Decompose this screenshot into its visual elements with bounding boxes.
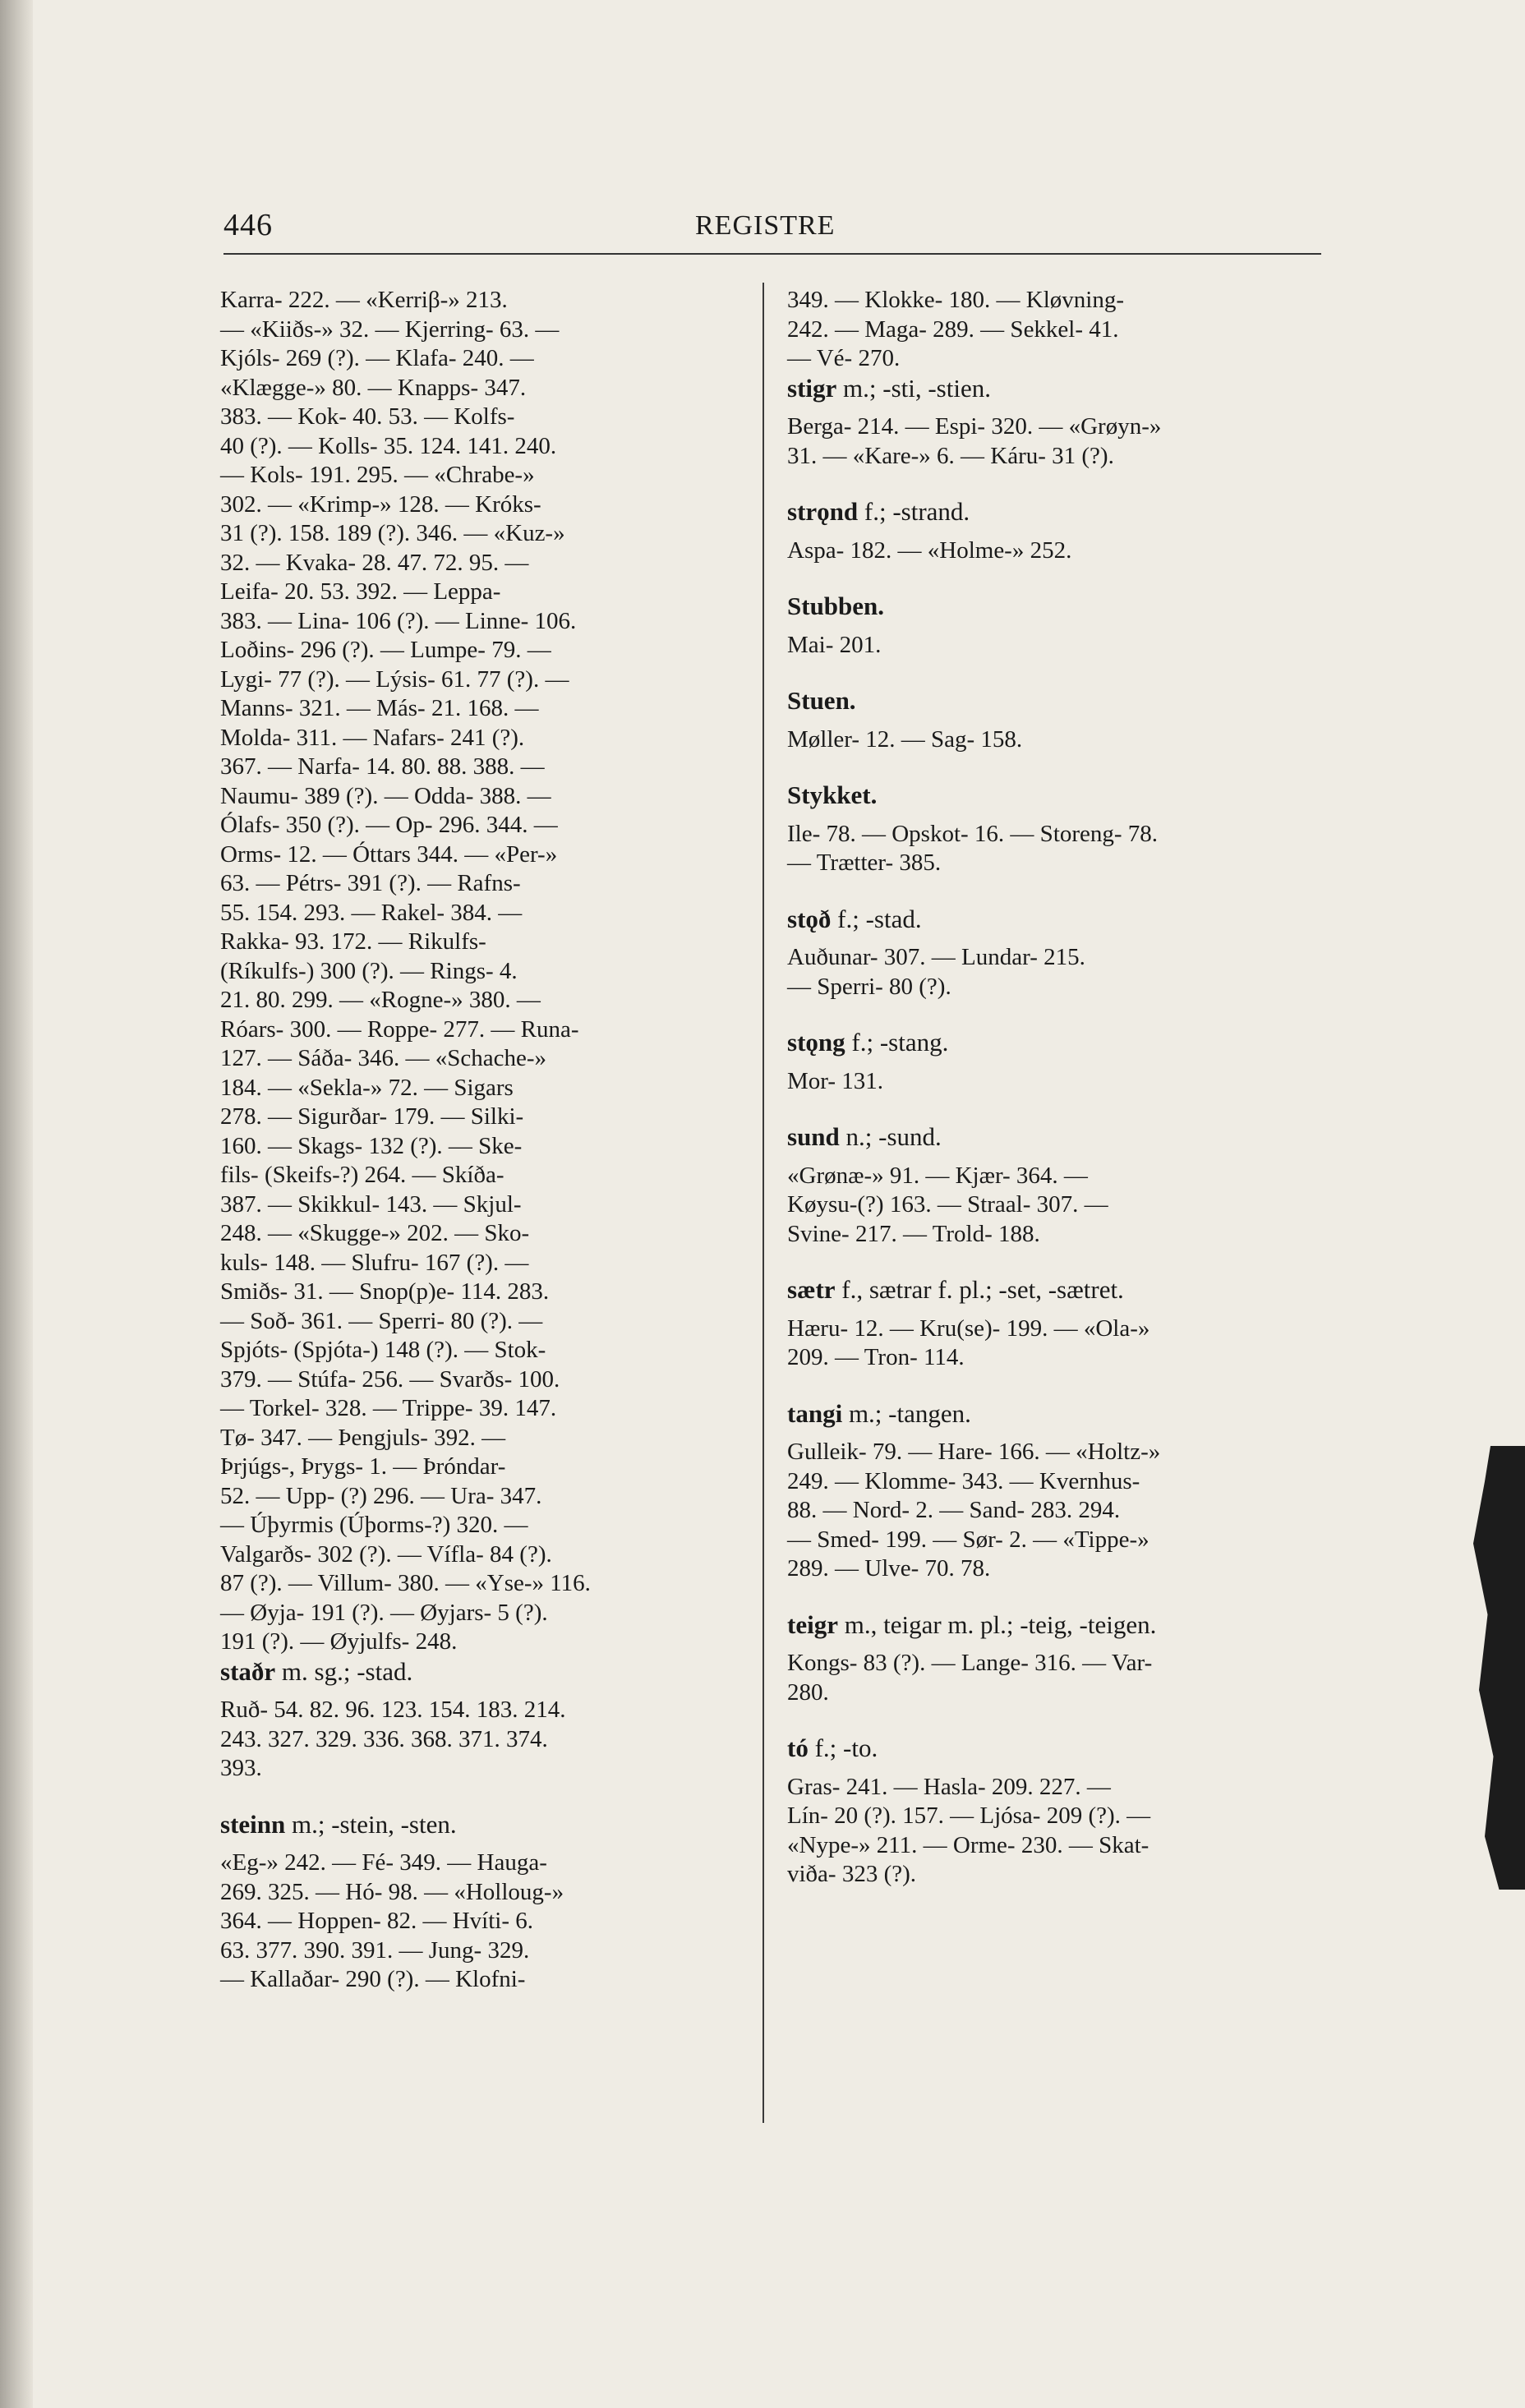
section-suffix: n.; -sund. <box>845 1122 942 1151</box>
index-line: 88. — Nord- 2. — Sand- 283. 294. <box>787 1497 1121 1523</box>
column-divider <box>762 283 764 2123</box>
left-column <box>220 286 746 1995</box>
index-line: 249. — Klomme- 343. — Kvernhus- <box>787 1467 1140 1494</box>
index-line: fils- (Skeifs-?) 264. — Skíða- <box>220 1162 504 1188</box>
index-line: 364. — Hoppen- 82. — Hvíti- 6. <box>220 1908 533 1934</box>
section-heading <box>787 592 1321 621</box>
index-line: Manns- 321. — Más- 21. 168. — <box>220 695 539 721</box>
section-heading <box>220 1810 746 1839</box>
index-line: Mor- 131. <box>787 1067 884 1094</box>
section-headword: staðr <box>220 1656 276 1686</box>
page-edge-shadow <box>0 0 33 2408</box>
index-line: 209. — Tron- 114. <box>787 1344 965 1370</box>
index-line: 383. — Lina- 106 (?). — Linne- 106. <box>220 607 577 634</box>
section-suffix: m.; -stein, -sten. <box>292 1809 457 1839</box>
index-line: 302. — «Krimp-» 128. — Króks- <box>220 490 541 518</box>
index-line: Møller- 12. — Sag- 158. <box>787 725 1023 753</box>
section-heading <box>787 686 1321 716</box>
index-line: Valgarðs- 302 (?). — Vífla- 84 (?). <box>220 1540 552 1568</box>
index-line: Orms- 12. — Óttars 344. — «Per-» <box>220 840 558 868</box>
running-head-title: REGISTRE <box>695 210 836 241</box>
index-line: viða- 323 (?). <box>787 1861 917 1887</box>
index-line: 191 (?). — Øyjulfs- 248. <box>220 1628 458 1655</box>
index-line: 52. — Upp- (?) 296. — Ura- 347. <box>220 1482 542 1509</box>
index-line: Naumu- 389 (?). — Odda- 388. — <box>220 782 551 809</box>
index-line: 379. — Stúfa- 256. — Svarðs- 100. <box>220 1365 560 1393</box>
index-line: — Øyja- 191 (?). — Øyjars- 5 (?). <box>220 1599 548 1626</box>
section-headword: strǫnd <box>787 497 859 526</box>
index-line: 387. — Skikkul- 143. — Skjul- <box>220 1190 522 1218</box>
section-headword: tó <box>787 1733 809 1762</box>
index-line: Karra- 222. — «Kerriβ-» 213. <box>220 287 508 313</box>
index-line: Ólafs- 350 (?). — Op- 296. 344. — <box>220 812 558 838</box>
index-line: 269. 325. — Hó- 98. — «Holloug-» <box>220 1878 564 1905</box>
index-line: 278. — Sigurðar- 179. — Silki- <box>220 1103 524 1130</box>
index-line: «Nype-» 211. — Orme- 230. — Skat- <box>787 1831 1150 1858</box>
section-suffix: m.; -tangen. <box>848 1398 971 1428</box>
section-heading <box>787 1122 1321 1152</box>
index-line: — Torkel- 328. — Trippe- 39. 147. <box>220 1395 557 1421</box>
index-line: 289. — Ulve- 70. 78. <box>787 1555 991 1582</box>
section-suffix: m. sg.; -stad. <box>281 1656 413 1686</box>
index-line: Aspa- 182. — «Holme-» 252. <box>787 536 1072 564</box>
index-line: 63. 377. 390. 391. — Jung- 329. <box>220 1936 530 1964</box>
left-column-entries <box>220 286 746 1657</box>
right-column-sections <box>787 374 1321 1890</box>
index-line: Kongs- 83 (?). — Lange- 316. — Var- <box>787 1650 1153 1676</box>
section-heading <box>787 1610 1321 1640</box>
index-line: 127. — Sáða- 346. — «Schache-» <box>220 1045 547 1071</box>
section-suffix: f.; -strand. <box>864 497 970 526</box>
index-line: Spjóts- (Spjóta-) 148 (?). — Stok- <box>220 1337 546 1363</box>
index-line: kuls- 148. — Slufru- 167 (?). — <box>220 1249 529 1276</box>
index-line: Þrjúgs-, Þrygs- 1. — Þróndar- <box>220 1453 506 1480</box>
section-headword: stǫð <box>787 904 832 933</box>
page-header <box>223 204 1321 255</box>
index-line: Tø- 347. — Þengjuls- 392. — <box>220 1424 506 1451</box>
section-heading <box>787 374 1321 403</box>
section-heading <box>220 1657 746 1687</box>
index-line: 87 (?). — Villum- 380. — «Yse-» 116. <box>220 1570 591 1596</box>
section-headword: sund <box>787 1122 840 1151</box>
index-line: 63. — Pétrs- 391 (?). — Rafns- <box>220 870 521 896</box>
index-line: Lygi- 77 (?). — Lýsis- 61. 77 (?). — <box>220 665 569 693</box>
index-line: Smiðs- 31. — Snop(p)e- 114. 283. <box>220 1278 550 1305</box>
index-line: — Kols- 191. 295. — «Chrabe-» <box>220 462 535 488</box>
index-line: Berga- 214. — Espi- 320. — «Grøyn-» <box>787 413 1162 440</box>
section-headword: Stykket. <box>787 780 878 809</box>
section-headword: sætr <box>787 1275 836 1304</box>
section-heading <box>787 1733 1321 1763</box>
index-line: 31 (?). 158. 189 (?). 346. — «Kuz-» <box>220 520 565 546</box>
index-line: 32. — Kvaka- 28. 47. 72. 95. — <box>220 549 529 576</box>
index-line: Kjóls- 269 (?). — Klafa- 240. — <box>220 345 534 371</box>
index-line: (Ríkulfs-) 300 (?). — Rings- 4. <box>220 957 518 984</box>
section-heading <box>787 1275 1321 1305</box>
index-line: Rakka- 93. 172. — Rikulfs- <box>220 928 486 955</box>
index-line: «Klægge-» 80. — Knapps- 347. <box>220 374 527 401</box>
section-suffix: f.; -stang. <box>851 1028 949 1057</box>
index-line: Leifa- 20. 53. 392. — Leppa- <box>220 578 501 605</box>
index-line: 280. <box>787 1678 829 1706</box>
section-heading <box>787 1399 1321 1429</box>
index-line: — «Kiiðs-» 32. — Kjerring- 63. — <box>220 315 560 343</box>
index-line: 31. — «Kare-» 6. — Káru- 31 (?). <box>787 442 1114 469</box>
index-line: Molda- 311. — Nafars- 241 (?). <box>220 724 525 751</box>
index-line: 184. — «Sekla-» 72. — Sigars <box>220 1074 514 1101</box>
index-line: — Smed- 199. — Sør- 2. — «Tippe-» <box>787 1526 1150 1553</box>
section-suffix: f.; -to. <box>814 1733 878 1762</box>
section-heading <box>787 905 1321 934</box>
section-headword: teigr <box>787 1609 838 1639</box>
section-suffix: f.; -stad. <box>837 904 922 933</box>
index-line: — Sperri- 80 (?). <box>787 973 951 1000</box>
index-line: Lín- 20 (?). 157. — Ljósa- 209 (?). — <box>787 1803 1151 1829</box>
section-heading <box>787 1028 1321 1057</box>
index-line: Hæru- 12. — Kru(se)- 199. — «Ola-» <box>787 1315 1150 1342</box>
section-headword: tangi <box>787 1398 843 1428</box>
right-column <box>787 286 1321 1890</box>
index-line: Mai- 201. <box>787 631 882 658</box>
index-line: Køysu-(?) 163. — Straal- 307. — <box>787 1191 1108 1218</box>
index-line: 248. — «Skugge-» 202. — Sko- <box>220 1220 530 1246</box>
section-headword: stǫng <box>787 1028 845 1057</box>
index-line: 55. 154. 293. — Rakel- 384. — <box>220 899 523 926</box>
index-line: Róars- 300. — Roppe- 277. — Runa- <box>220 1015 579 1043</box>
index-line: 243. 327. 329. 336. 368. 371. 374. <box>220 1725 548 1752</box>
index-line: Gulleik- 79. — Hare- 166. — «Holtz-» <box>787 1439 1161 1465</box>
index-line: 393. <box>220 1755 262 1781</box>
index-line: 349. — Klokke- 180. — Kløvning- <box>787 287 1124 313</box>
page-number: 446 <box>223 208 273 242</box>
section-suffix: m.; -sti, -stien. <box>843 373 991 403</box>
index-line: Auðunar- 307. — Lundar- 215. <box>787 944 1085 970</box>
section-headword: steinn <box>220 1809 286 1839</box>
index-line: Loðins- 296 (?). — Lumpe- 79. — <box>220 637 551 663</box>
index-line: Ruð- 54. 82. 96. 123. 154. 183. 214. <box>220 1697 566 1723</box>
index-line: 21. 80. 299. — «Rogne-» 380. — <box>220 987 541 1013</box>
section-suffix: f., sætrar f. pl.; -set, -sætret. <box>841 1275 1124 1304</box>
index-line: — Kallaðar- 290 (?). — Klofni- <box>220 1966 526 1992</box>
index-line: 40 (?). — Kolls- 35. 124. 141. 240. <box>220 432 557 459</box>
section-heading <box>787 780 1321 810</box>
index-line: — Vé- 270. <box>787 345 901 371</box>
section-headword: Stubben. <box>787 592 885 620</box>
index-line: Svine- 217. — Trold- 188. <box>787 1220 1040 1247</box>
index-line: «Grønæ-» 91. — Kjær- 364. — <box>787 1162 1088 1189</box>
section-headword: Stuen. <box>787 686 856 715</box>
index-line: — Trætter- 385. <box>787 849 942 876</box>
left-column-sections <box>220 1657 746 1995</box>
index-line: — Soð- 361. — Sperri- 80 (?). — <box>220 1307 543 1334</box>
index-line: Gras- 241. — Hasla- 209. 227. — <box>787 1773 1111 1800</box>
index-line: — Úþyrmis (Úþorms-?) 320. — <box>220 1512 528 1538</box>
section-headword: stigr <box>787 373 837 403</box>
index-line: 383. — Kok- 40. 53. — Kolfs- <box>220 403 515 430</box>
right-column-entries <box>787 286 1321 374</box>
index-line: 367. — Narfa- 14. 80. 88. 388. — <box>220 753 545 780</box>
index-line: 242. — Maga- 289. — Sekkel- 41. <box>787 315 1119 343</box>
index-line: «Eg-» 242. — Fé- 349. — Hauga- <box>220 1849 547 1876</box>
index-line: Ile- 78. — Opskot- 16. — Storeng- 78. <box>787 820 1159 847</box>
section-suffix: m., teigar m. pl.; -teig, -teigen. <box>844 1609 1157 1639</box>
section-heading <box>787 497 1321 527</box>
index-line: 160. — Skags- 132 (?). — Ske- <box>220 1132 523 1159</box>
